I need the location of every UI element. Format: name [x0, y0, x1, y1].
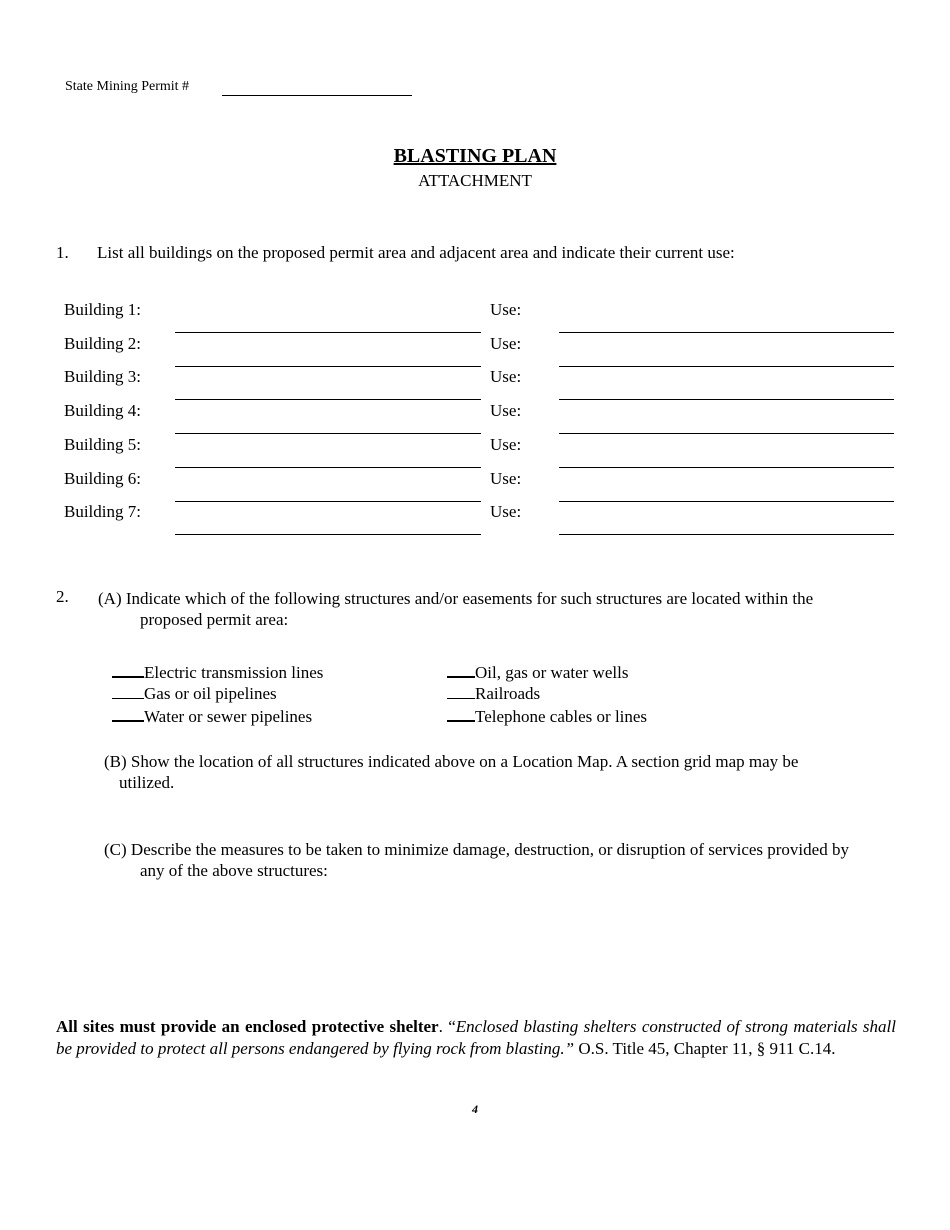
building-use-field[interactable]	[559, 467, 894, 468]
building-label: Building 3:	[64, 367, 141, 386]
note-separator: . “	[438, 1017, 456, 1036]
question-2a-continuation: proposed permit area:	[140, 610, 289, 629]
checklist-item-label: Oil, gas or water wells	[475, 663, 629, 682]
building-label: Building 2:	[64, 334, 141, 353]
building-name-field[interactable]	[175, 332, 481, 333]
checklist-item[interactable]	[112, 684, 277, 704]
building-label: Building 6:	[64, 469, 141, 488]
building-label: Building 1:	[64, 300, 141, 319]
use-label: Use:	[490, 469, 522, 488]
building-name-field[interactable]	[175, 534, 481, 535]
checkbox-blank[interactable]	[447, 662, 475, 678]
building-label: Building 5:	[64, 435, 141, 454]
building-name-field[interactable]	[175, 433, 481, 434]
permit-number-field[interactable]	[222, 95, 412, 96]
use-label: Use:	[490, 334, 522, 353]
note-citation: O.S. Title 45, Chapter 11, § 911 C.14.	[574, 1039, 836, 1058]
building-use-field[interactable]	[559, 433, 894, 434]
question-1-text: List all buildings on the proposed permit area and adjacent area and indicate their current use:	[97, 243, 735, 262]
checkbox-blank[interactable]	[112, 684, 144, 699]
building-name-field[interactable]	[175, 467, 481, 468]
checkbox-blank[interactable]	[447, 684, 475, 699]
building-label: Building 7:	[64, 502, 141, 521]
building-use-field[interactable]	[559, 501, 894, 502]
checkbox-blank[interactable]	[112, 662, 144, 678]
checkbox-blank[interactable]	[112, 706, 144, 722]
checklist-item[interactable]	[447, 684, 540, 704]
note-quote: Enclosed blasting shelters constructed of strong materials shall be provided to protect all persons endangered by flying rock from blasting.”	[56, 1017, 896, 1058]
question-2b-text: (B) Show the location of all structures indicated above on a Location Map. A section grid map may be	[104, 752, 799, 771]
permit-label: State Mining Permit #	[65, 79, 190, 94]
question-2c-continuation: any of the above structures:	[140, 861, 328, 880]
checklist-item[interactable]	[112, 706, 312, 727]
page-number: 4	[472, 1102, 478, 1116]
building-use-field[interactable]	[559, 399, 894, 400]
checklist-item-label: Water or sewer pipelines	[144, 707, 313, 726]
use-label: Use:	[490, 502, 522, 521]
use-label: Use:	[490, 435, 522, 454]
building-name-field[interactable]	[175, 501, 481, 502]
building-use-field[interactable]	[559, 534, 894, 535]
building-name-field[interactable]	[175, 366, 481, 367]
question-2a-text: (A) Indicate which of the following structures and/or easements for such structures are located within the	[98, 589, 814, 608]
use-label: Use:	[490, 367, 522, 386]
building-label: Building 4:	[64, 401, 141, 420]
checklist-item[interactable]	[447, 706, 647, 727]
building-name-field[interactable]	[175, 399, 481, 400]
checklist-item-label: Electric transmission lines	[144, 663, 324, 682]
page-title: BLASTING PLAN	[393, 145, 557, 167]
question-2-number: 2.	[56, 587, 69, 606]
note-bold-text: All sites must provide an enclosed protective shelter	[56, 1017, 439, 1036]
checkbox-blank[interactable]	[447, 706, 475, 722]
question-2c-text: (C) Describe the measures to be taken to minimize damage, destruction, or disruption of services provided by	[104, 840, 849, 859]
checklist-item-label: Gas or oil pipelines	[144, 684, 277, 703]
question-2b-continuation: utilized.	[119, 773, 175, 792]
building-use-field[interactable]	[559, 332, 894, 333]
building-use-field[interactable]	[559, 366, 894, 367]
use-label: Use:	[490, 300, 522, 319]
question-1-number: 1.	[56, 243, 69, 262]
checklist-item-label: Railroads	[475, 684, 541, 703]
checklist-item-label: Telephone cables or lines	[475, 707, 648, 726]
checklist-item[interactable]	[447, 662, 628, 683]
checklist-item[interactable]	[112, 662, 323, 683]
shelter-requirement-note	[56, 1016, 896, 1060]
use-label: Use:	[490, 401, 522, 420]
page-subtitle: ATTACHMENT	[418, 171, 532, 190]
